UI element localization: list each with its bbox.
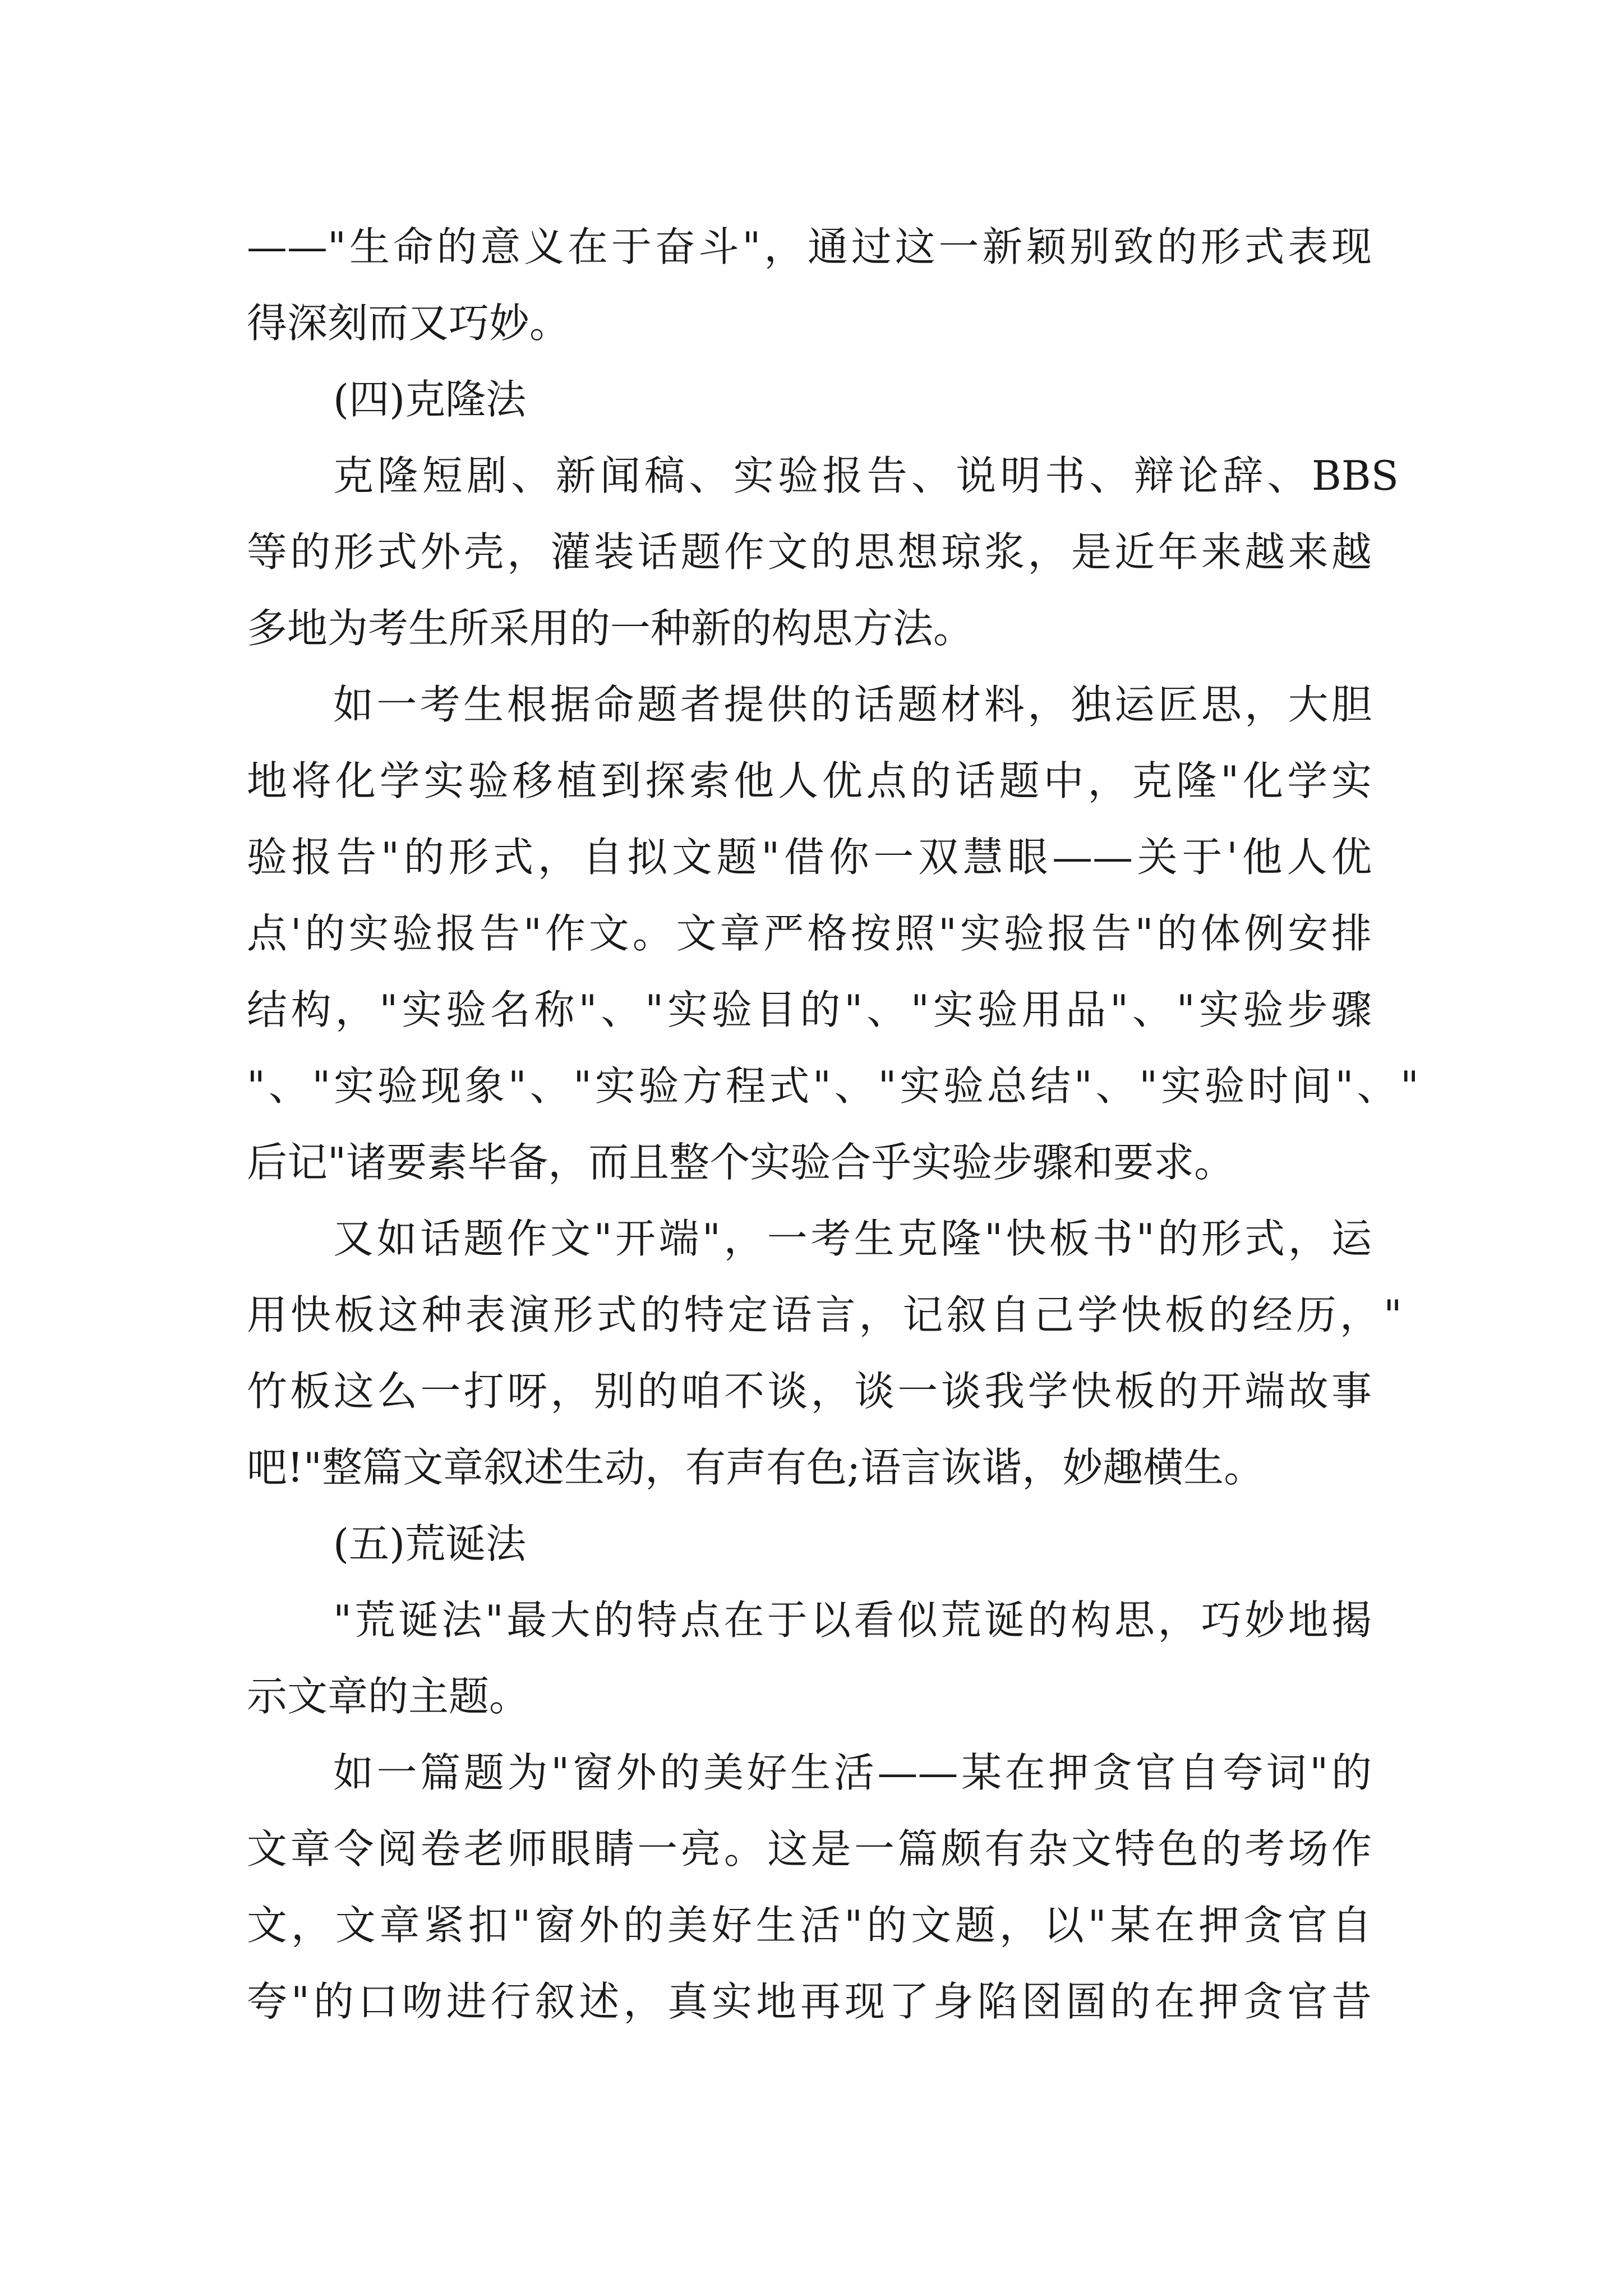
text-line: 克隆短剧、新闻稿、实验报告、说明书、辩论辞、BBS	[333, 452, 1399, 499]
text-line: 用快板这种表演形式的特定语言，记叙自己学快板的经历，"	[247, 1291, 1402, 1338]
text-line: 夸"的口吻进行叙述，真实地再现了身陷囹圄的在押贪官昔	[247, 1978, 1372, 2025]
text-line: ——"生命的意义在于奋斗"，通过这一新颖别致的形式表现	[247, 223, 1372, 270]
text-line: 又如话题作文"开端"，一考生克隆"快板书"的形式，运	[333, 1215, 1372, 1262]
text-line: 验报告"的形式，自拟文题"借你一双慧眼——关于'他人优	[247, 834, 1372, 881]
text-line: 示文章的主题。	[247, 1673, 530, 1720]
text-line: 如一考生根据命题者提供的话题材料，独运匠思，大胆	[333, 681, 1372, 728]
section-heading: (四)克隆法	[333, 376, 527, 423]
text-line: 吧!"整篇文章叙述生动，有声有色;语言诙谐，妙趣横生。	[247, 1444, 1265, 1491]
text-line: 得深刻而又巧妙。	[247, 300, 570, 347]
text-line: 后记"诸要素毕备，而且整个实验合乎实验步骤和要求。	[247, 1139, 1235, 1186]
text-line: "荒诞法"最大的特点在于以看似荒诞的构思，巧妙地揭	[333, 1596, 1372, 1644]
text-line: 点'的实验报告"作文。文章严格按照"实验报告"的体例安排	[247, 910, 1372, 957]
section-heading: (五)荒诞法	[333, 1520, 527, 1567]
text-line: 多地为考生所采用的一种新的构思方法。	[247, 605, 974, 652]
text-line: 等的形式外壳，灌装话题作文的思想琼浆，是近年来越来越	[247, 528, 1372, 576]
text-line: 竹板这么一打呀，别的咱不谈，谈一谈我学快板的开端故事	[247, 1368, 1372, 1415]
text-line: 结构，"实验名称"、"实验目的"、"实验用品"、"实验步骤	[247, 986, 1372, 1033]
text-line: 地将化学实验移植到探索他人优点的话题中，克隆"化学实	[247, 757, 1372, 804]
text-line: "、"实验现象"、"实验方程式"、"实验总结"、"实验时间"、"	[247, 1062, 1419, 1110]
text-line: 文章令阅卷老师眼睛一亮。这是一篇颇有杂文特色的考场作	[247, 1825, 1372, 1872]
text-line: 文，文章紧扣"窗外的美好生活"的文题，以"某在押贪官自	[247, 1902, 1372, 1949]
text-line: 如一篇题为"窗外的美好生活——某在押贪官自夸词"的	[333, 1749, 1372, 1796]
